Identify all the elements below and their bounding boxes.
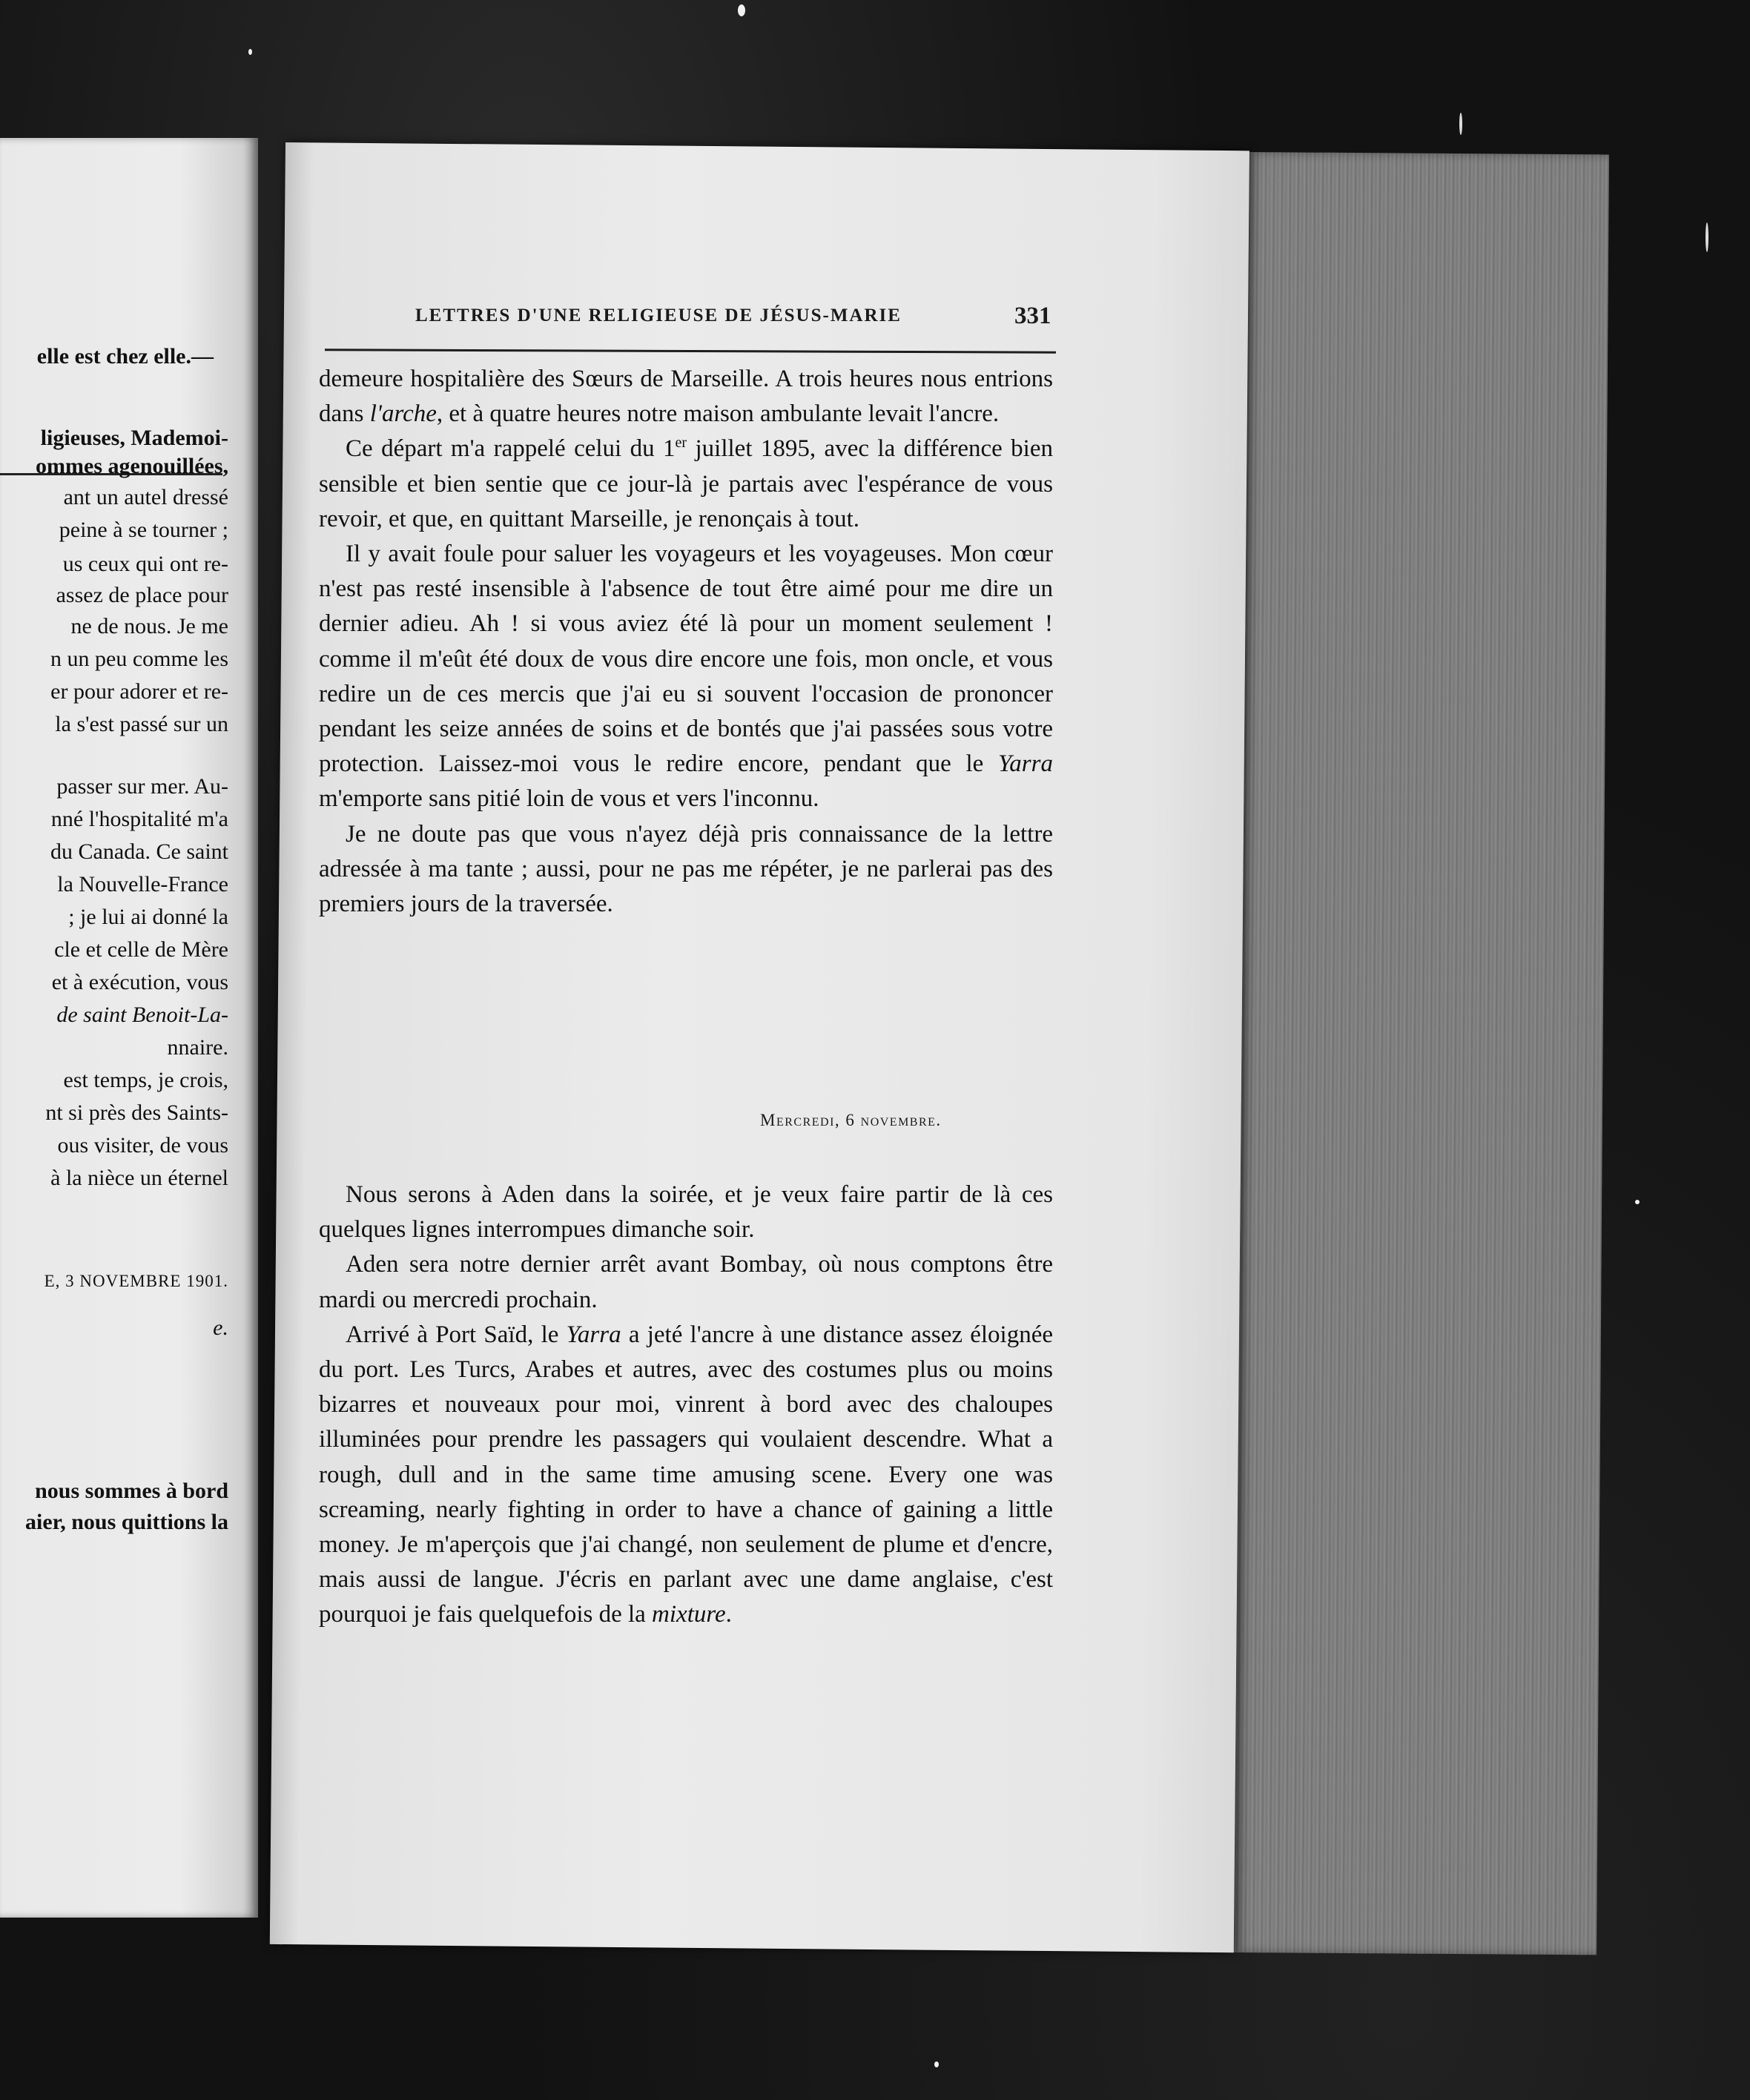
paragraph-3: Il y avait foule pour saluer les voyageurs et les voyageuses. Mon cœur n'est pas resté insensible à l'absence de tout être aimé pour me dire un dernier adieu. Ah ! si vous aviez été là pour un moment seulement ! comme il m'eût été doux de vous dire encore une fois, mon oncle, et vous redire un de ces mercis que j'ai eu si souvent l'occasion de prononcer pendant les seize années de soins et de bontés que j'ai passées sous votre protection. Laissez-moi vous le redire encore, pendant que le Yarra m'emporte sans pitié loin de vous et vers l'inconnu.: [319, 541, 1053, 813]
paragraph-2: Ce départ m'a rappelé celui du 1er juillet 1895, avec la différence bien sensible et bien sentie que ce jour-là je partais avec l'espérance de vous revoir, et que, en quittant Marseille, je renonçais à tout.: [319, 435, 1053, 532]
left-page-line: à la nièce un éternel: [50, 1166, 228, 1190]
paragraph-5: Nous serons à Aden dans la soirée, et je veux faire partir de là ces quelques lignes interrompues dimanche soir.: [319, 1181, 1053, 1244]
paragraph-4: Je ne doute pas que vous n'ayez déjà pris connaissance de la lettre adressée à ma tante ; aussi, pour ne pas me répéter, je ne parlerai pas des premiers jours de la traversée.: [319, 820, 1053, 918]
left-page-line: e.: [213, 1315, 228, 1340]
left-page-line: n un peu comme les: [50, 647, 228, 671]
left-page-line: la Nouvelle-France: [57, 872, 228, 897]
left-page-line: de saint Benoit-La-: [56, 1003, 228, 1027]
book-fore-edge: [1233, 152, 1609, 1955]
left-page-line: peine à se tourner ;: [59, 518, 228, 542]
left-page-line: us ceux qui ont re-: [62, 552, 228, 576]
page-number: 331: [1014, 303, 1051, 329]
left-page-line: ant un autel dressé: [63, 485, 228, 509]
left-page-line: est temps, je crois,: [63, 1068, 228, 1092]
paragraph-7: Arrivé à Port Saïd, le Yarra a jeté l'ancre à une distance assez éloignée du port. Les Turcs, Arabes et autres, avec des costumes plus ou moins bizarres et nouveaux pour moi, vinrent à bord avec des chaloupes illuminées pour prendre les passagers qui voulaient descendre. What a rough, dull and in the same time amusing scene. Every one was screaming, nearly fighting in order to have a chance of gaining a little money. Je m'aperçois que j'ai changé, non seulement de plume et d'encre, mais aussi de langue. J'écris en parlant avec une dame anglaise, c'est pourquoi je fais quelquefois de la mixture.: [319, 1321, 1053, 1628]
left-page-line: passer sur mer. Au-: [56, 774, 228, 799]
left-page-line: E, 3 NOVEMBRE 1901.: [44, 1272, 228, 1290]
dateline: Mercredi, 6 novembre.: [760, 1111, 942, 1129]
left-page-line: assez de place pour: [56, 583, 228, 607]
left-page-line: cle et celle de Mère: [54, 937, 228, 962]
left-page-line: ommes agenouillées,: [36, 454, 228, 478]
main-text-lower: [319, 1178, 1053, 1633]
running-head: LETTRES D'UNE RELIGIEUSE DE JÉSUS-MARIE: [415, 306, 902, 326]
left-page-line: nous sommes à bord: [35, 1479, 228, 1503]
paragraph-6: Aden sera notre dernier arrêt avant Bombay, où nous comptons être mardi ou mercredi prochain.: [319, 1251, 1053, 1313]
left-page-line: nné l'hospitalité m'a: [50, 807, 228, 831]
left-page-line: ne de nous. Je me: [70, 614, 228, 638]
left-page: [0, 138, 258, 1918]
left-page-line: elle est chez elle.—: [36, 344, 214, 369]
main-text-upper: [319, 362, 1053, 922]
left-page-line: du Canada. Ce saint: [50, 839, 228, 864]
left-page-line: ous visiter, de vous: [57, 1133, 228, 1158]
left-page-line: ligieuses, Mademoi-: [40, 426, 228, 450]
paragraph-1: demeure hospitalière des Sœurs de Marseille. A trois heures nous entrions dans l'arche, et à quatre heures notre maison ambulante levait l'ancre.: [319, 366, 1053, 428]
left-page-line: nnaire.: [167, 1035, 228, 1060]
left-page-line: ; je lui ai donné la: [68, 905, 228, 929]
left-page-line: et à exécution, vous: [51, 970, 228, 994]
left-page-line: nt si près des Saints-: [45, 1100, 228, 1125]
left-page-line: er pour adorer et re-: [50, 679, 228, 704]
left-page-line: la s'est passé sur un: [55, 712, 228, 736]
left-page-line: aier, nous quittions la: [25, 1510, 228, 1534]
